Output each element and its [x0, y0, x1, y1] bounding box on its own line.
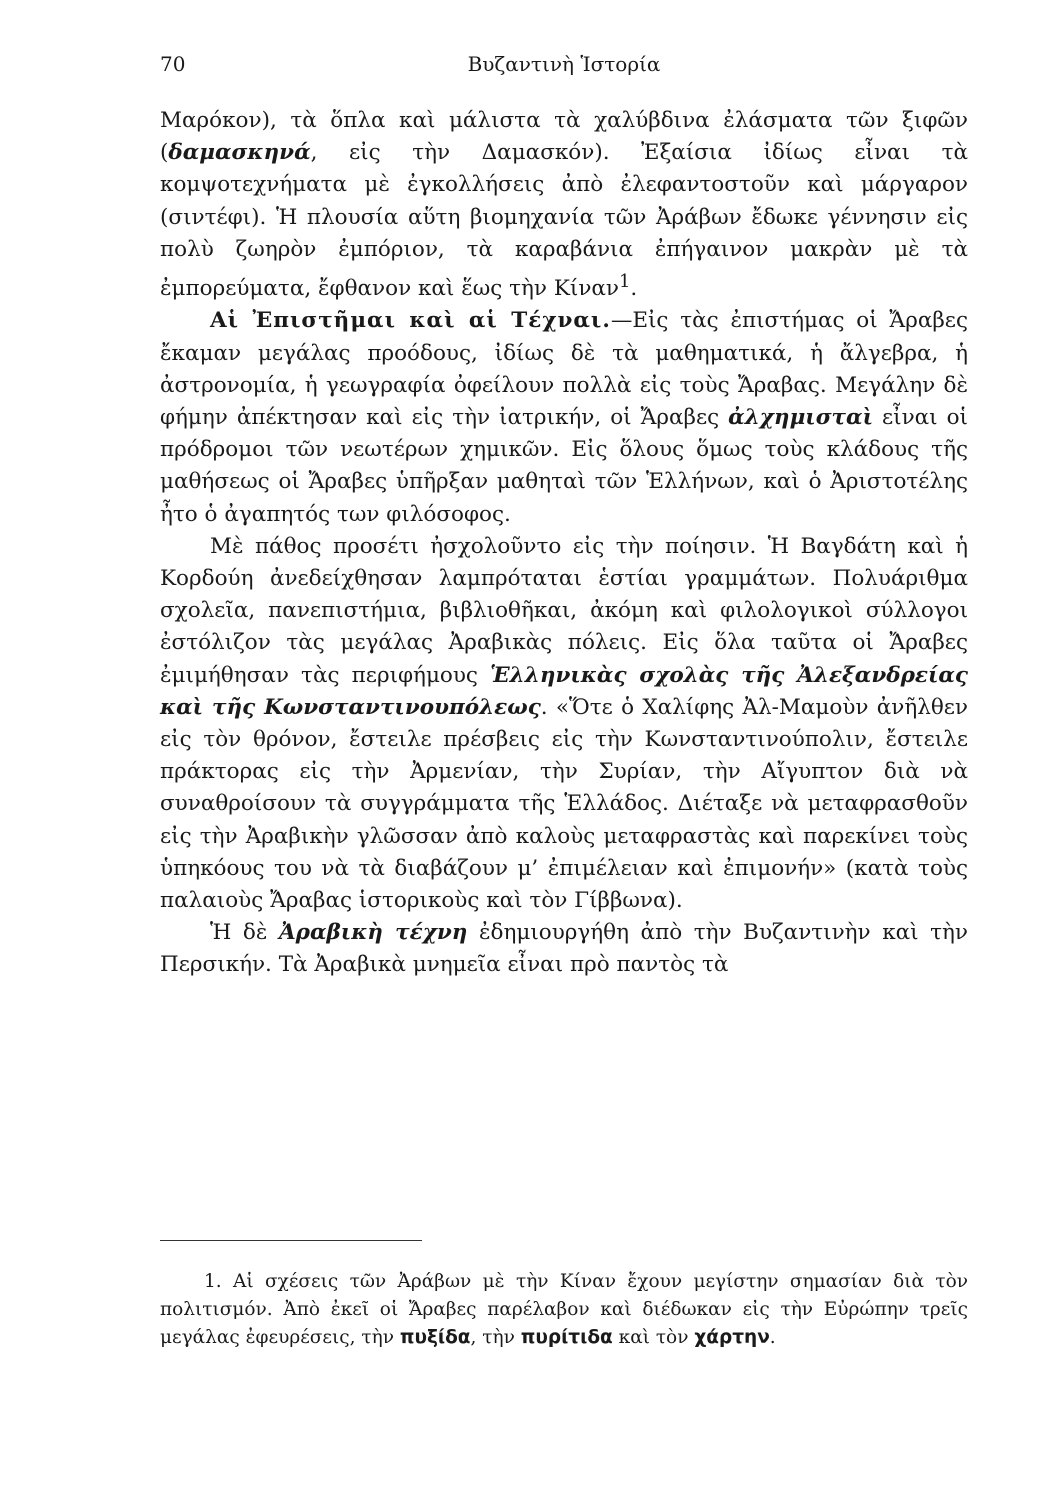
bold-term: πυρίτιδα — [520, 1327, 613, 1348]
paragraph-text: —Εἰς τὰς ἐπιστήμας οἱ Ἄραβες ἔκαμαν μεγάλας προόδους, ἰδίως δὲ τὰ μαθηματικά, ἡ ἄλγεβρα, ἡ ἀστρονομία, ἡ γεωγραφία ὀφείλουν πολλὰ εἰς τοὺς Ἄραβας. Μεγάλην δὲ φήμην ἀπέκτησαν καὶ εἰς τὴν ἰατρικήν, οἱ Ἄραβες — [160, 308, 968, 430]
bold-term: Ἑλληνικὰς σχολὰς τῆς Ἀλεξανδρείας καὶ τῆς Κωνσταντινουπόλεως — [160, 662, 968, 720]
paragraph-text: εἶναι οἱ πρόδρομοι τῶν νεωτέρων χημικῶν. Εἰς ὅλους ὅμως τοὺς κλάδους τῆς μαθήσεως οἱ Ἄραβες ὑπῆρξαν μαθηταὶ τῶν Ἑλλήνων, καὶ ὁ Ἀριστοτέλης ἦτο ὁ ἀγαπητός των φιλόσοφος. — [160, 404, 968, 527]
bold-term: Ἀραβικὴ τέχνη — [278, 920, 468, 946]
main-text — [160, 105, 968, 982]
bold-term: χάρτην — [694, 1327, 770, 1348]
footnote — [160, 1268, 968, 1352]
footnote-separator — [160, 1240, 422, 1241]
paragraph-text: . «Ὅτε ὁ Χαλίφης Ἀλ-Μαμοὺν ἀνῆλθεν εἰς τὸν θρόνον, ἔστειλε πρέσβεις εἰς τὴν Κωνσταντινούπολιν, ἔστειλε πράκτορας εἰς τὴν Ἀρμενίαν, τὴν Συρίαν, τὴν Αἴγυπτον διὰ νὰ συναθροίσουν τὰ συγγράμματα τῆς Ἑλλάδος. Διέταξε νὰ μεταφρασθοῦν εἰς τὴν Ἀραβικὴν γλῶσσαν ἀπὸ καλοὺς μεταφραστὰς καὶ παρεκίνει τοὺς ὑπηκόους του νὰ τὰ διαβάζουν μ’ ἐπιμέλειαν καὶ ἐπιμονήν» (κατὰ τοὺς παλαιοὺς Ἄραβας ἱστορικοὺς καὶ τὸν Γίββωνα). — [160, 694, 968, 914]
footnote-part: καὶ τὸν — [612, 1327, 695, 1348]
footnote-marker: 1 — [618, 271, 631, 293]
footnote-part: , τὴν — [470, 1327, 521, 1348]
bold-term: πυξίδα — [399, 1327, 471, 1348]
paragraph-text: , εἰς τὴν Δαμασκόν). Ἐξαίσια ἰδίως εἶναι τὰ κομψοτεχνήματα μὲ ἐγκολλήσεις ἀπὸ ἐλεφαντοστοῦν καὶ μάργαρον (σιντέφι). Ἡ πλουσία αὕτη βιομηχανία τῶν Ἀράβων ἔδωκε γέννησιν εἰς πολὺ ζωηρὸν ἐμπόριον, τὰ καραβάνια ἐπήγαινον μακρὰν μὲ τὰ ἐμπορεύματα, ἔφθανον καὶ ἕως τὴν Κίναν — [160, 140, 968, 302]
bold-term: ἀλχημισταὶ — [728, 404, 873, 430]
section-heading: Αἱ Ἐπιστῆμαι καὶ αἱ Τέχναι. — [210, 308, 611, 334]
bold-term: δαμασκηνά — [168, 140, 311, 166]
paragraph-2 — [160, 305, 968, 530]
paragraph-1 — [160, 105, 968, 305]
paragraph-text: . — [630, 276, 638, 302]
paragraph-text: ἐδημιουργήθη ἀπὸ τὴν Βυζαντινὴν καὶ τὴν Περσικήν. Τὰ Ἀραβικὰ μνημεῖα εἶναι πρὸ παντὸς τὰ — [160, 920, 969, 978]
footnote-text — [160, 1268, 968, 1352]
paragraph-3 — [160, 531, 968, 917]
footnote-part: . — [769, 1327, 776, 1348]
page-number: 70 — [160, 52, 186, 76]
paragraph-text: Ἡ δὲ — [210, 920, 279, 946]
paragraph-4 — [160, 917, 968, 981]
paragraph-text: Μαρόκον), τὰ ὅπλα καὶ μάλιστα τὰ χαλύβδινα ἐλάσματα τῶν ξιφῶν ( — [160, 108, 968, 166]
paragraph-text: Μὲ πάθος προσέτι ἠσχολοῦντο εἰς τὴν ποίησιν. Ἡ Βαγδάτη καὶ ἡ Κορδούη ἀνεδείχθησαν λαμπρόταται ἑστίαι γραμμάτων. Πολυάριθμα σχολεῖα, πανεπιστήμια, βιβλιοθῆκαι, ἀκόμη καὶ φιλολογικοὶ σύλλογοι ἐστόλιζον τὰς μεγάλας Ἀραβικὰς πόλεις. Εἰς ὅλα ταῦτα οἱ Ἄραβες ἐμιμήθησαν τὰς περιφήμους — [160, 533, 968, 688]
running-title: Βυζαντινὴ Ἱστορία — [467, 52, 661, 76]
footnote-part: 1. Αἱ σχέσεις τῶν Ἀράβων μὲ τὴν Κίναν ἔχουν μεγίστην σημασίαν διὰ τὸν πολιτισμόν. Ἀπὸ ἐκεῖ οἱ Ἄραβες παρέλαβον καὶ διέδωκαν εἰς τὴν Εὐρώπην τρεῖς μεγάλας ἐφευρέσεις, τὴν — [160, 1271, 968, 1348]
page-header — [160, 52, 968, 82]
